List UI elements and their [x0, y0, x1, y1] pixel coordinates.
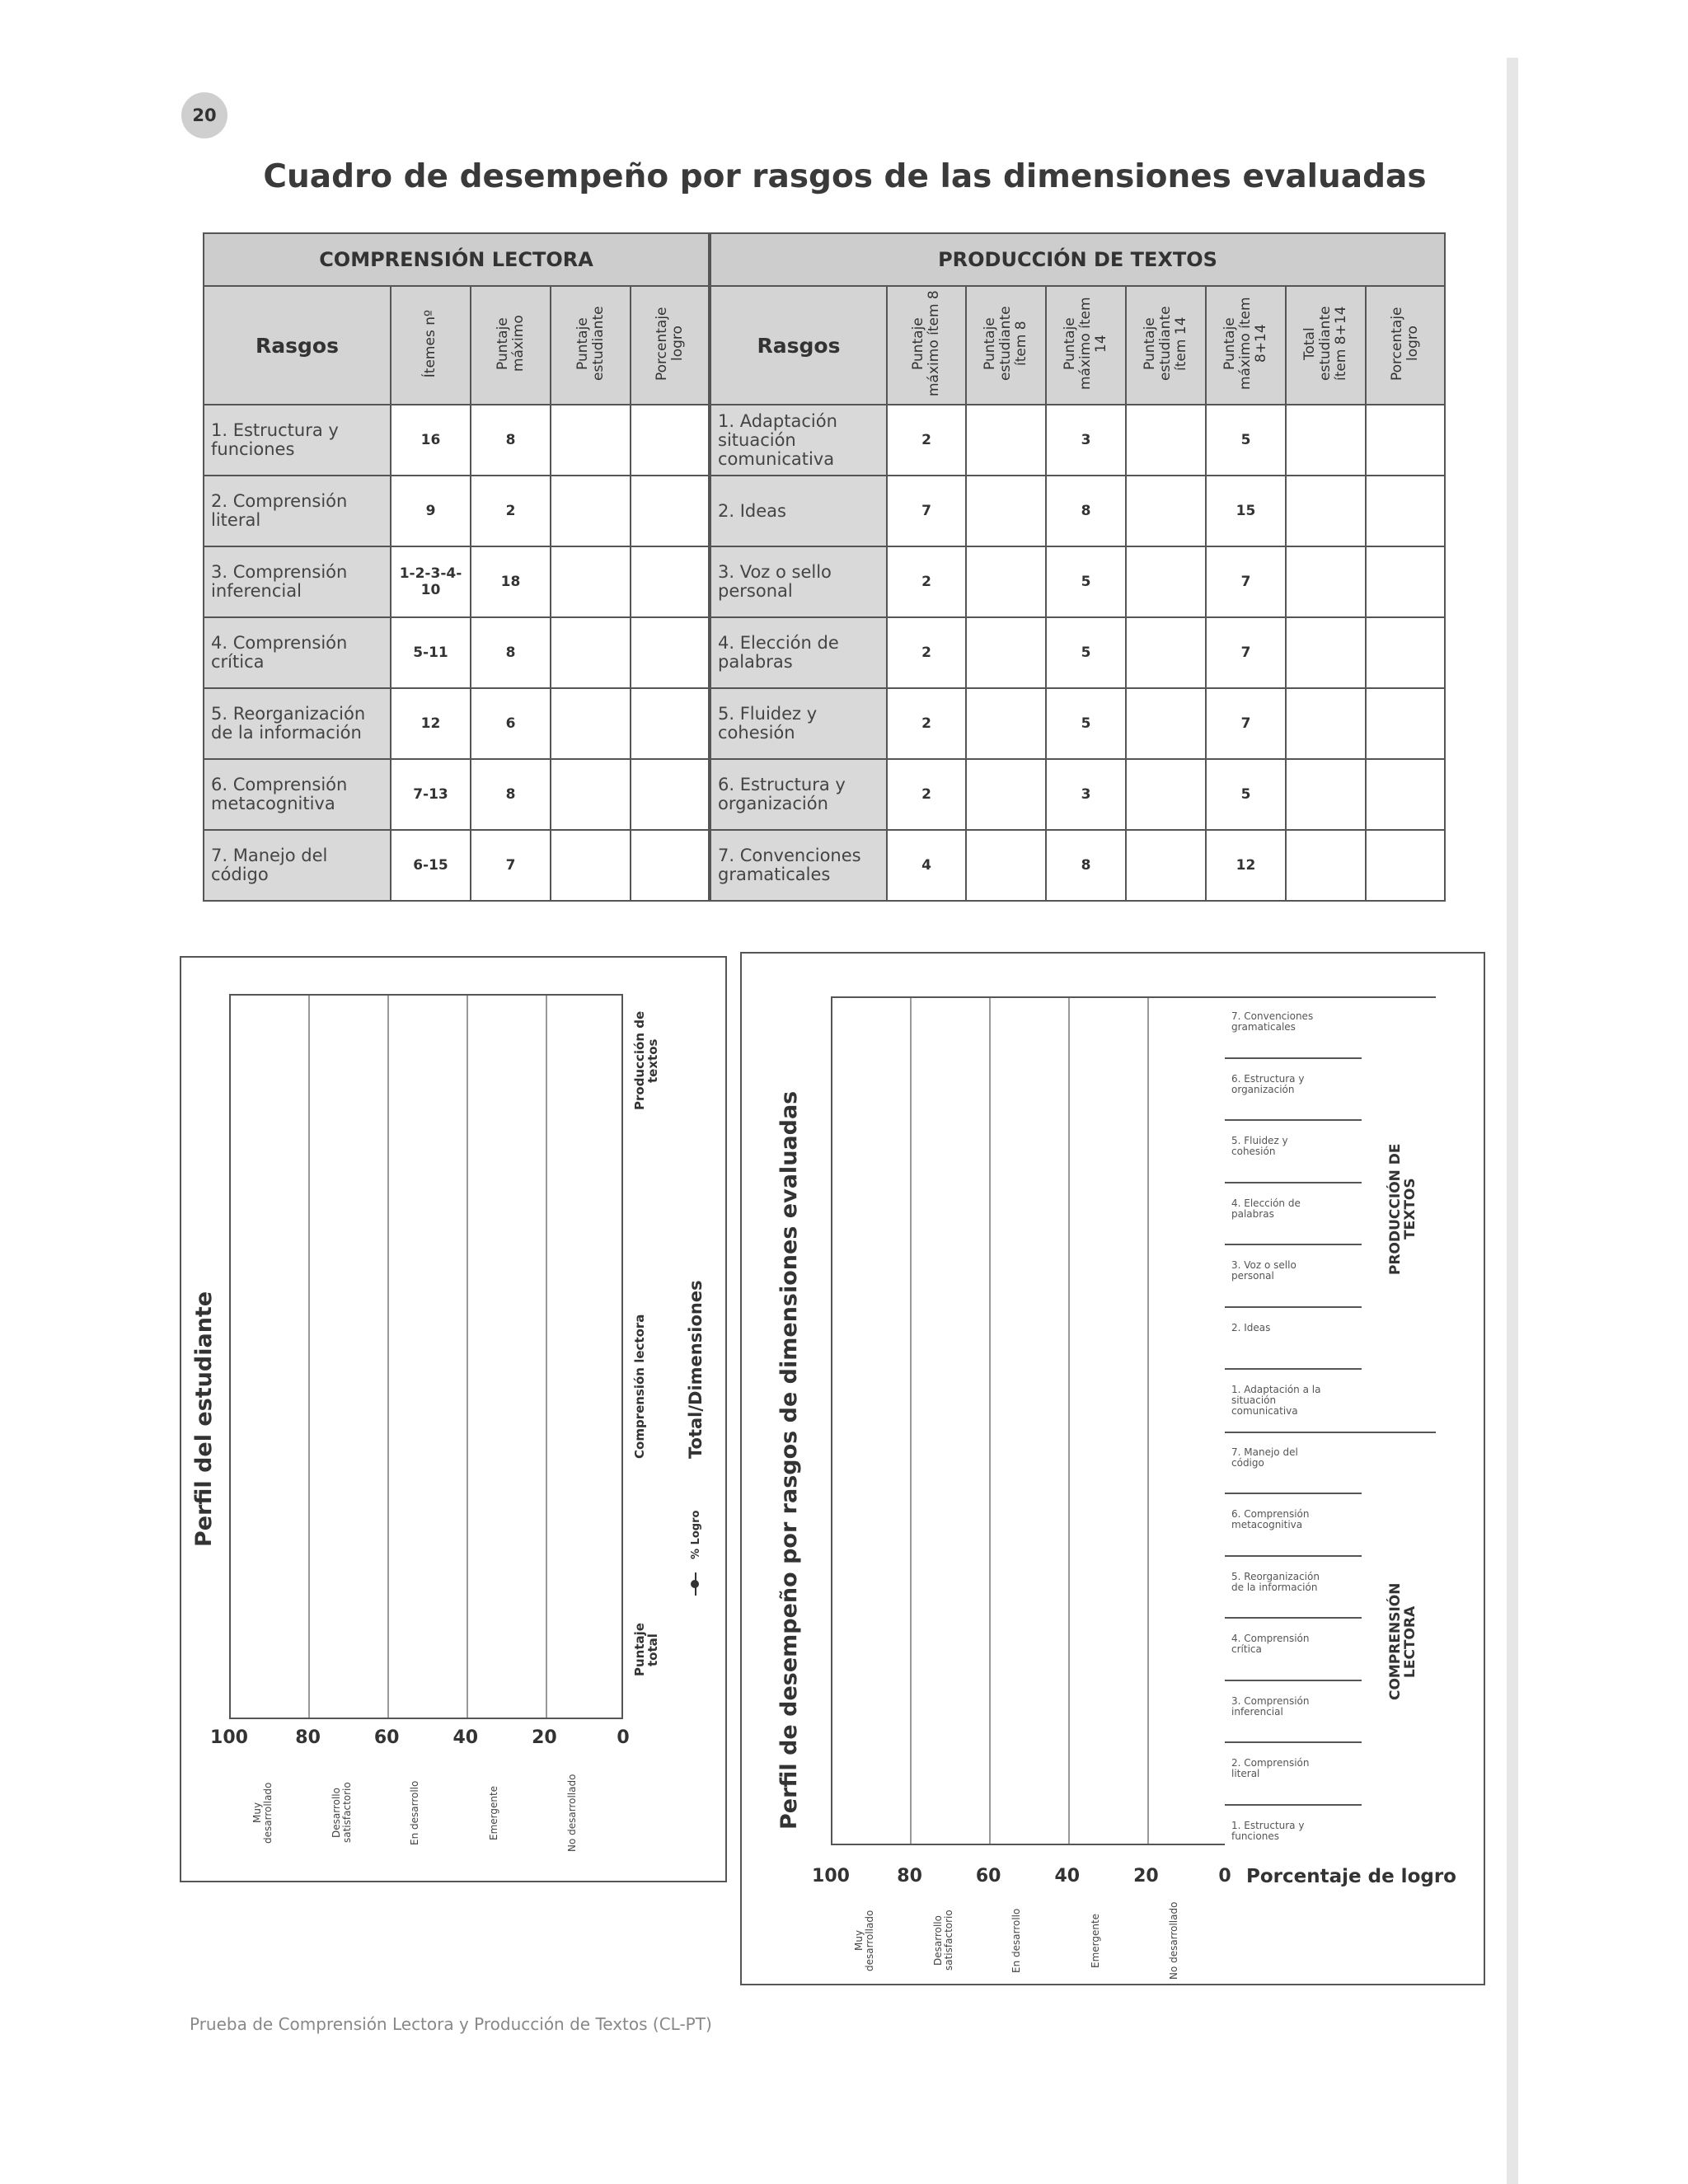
pt-column-header	[1046, 286, 1126, 405]
cl-trait-cell: 2. Comprensión literal	[204, 476, 391, 546]
trait-profile-plot	[831, 996, 1225, 1845]
student-score-cell	[551, 405, 631, 476]
trait-label: 7. Convenciones gramaticales	[1231, 1010, 1314, 1033]
max8-cell: 2	[887, 617, 966, 688]
pt-percent-cell	[1366, 405, 1445, 476]
gridline	[387, 996, 389, 1718]
performance-table	[203, 232, 1444, 900]
trait-label: 2. Comprensión literal	[1231, 1757, 1310, 1779]
trait-row-line	[1225, 1306, 1362, 1308]
trait-row-line	[1225, 1182, 1362, 1183]
pt-group-label: PRODUCCIÓN DE TEXTOS	[1387, 1143, 1418, 1275]
student-profile-title: Perfil del estudiante	[191, 1291, 217, 1548]
trait-label: 6. Estructura y organización	[1231, 1072, 1305, 1095]
axis-tick-label: 100	[812, 1866, 850, 1886]
gridline	[546, 996, 547, 1718]
column-header-text: Puntaje máximo ítem 8+14	[1221, 297, 1270, 391]
trait-row-line	[1225, 1741, 1362, 1743]
trait-row-line	[1225, 1555, 1362, 1557]
pt-column-header	[1286, 286, 1366, 405]
total814-cell	[1286, 405, 1366, 476]
trait-row-line	[1225, 1804, 1362, 1806]
items-cell: 12	[391, 688, 471, 759]
page-number-badge	[181, 92, 227, 138]
percent-cell	[631, 476, 710, 546]
cl-trait-cell: 6. Comprensión metacognitiva	[204, 759, 391, 830]
cl-trait-cell: 5. Reorganización de la información	[204, 688, 391, 759]
trait-label: 4. Elección de palabras	[1231, 1197, 1301, 1220]
max-score-cell: 8	[471, 405, 551, 476]
cl-column-header: Rasgos	[204, 286, 391, 405]
max-score-cell: 8	[471, 759, 551, 830]
trait-row-line	[1225, 1119, 1362, 1121]
max8-cell: 4	[887, 830, 966, 901]
trait-profile-panel	[740, 952, 1485, 1985]
cl-trait-cell: 1. Estructura y funciones	[204, 405, 391, 476]
pt-column-header	[1206, 286, 1286, 405]
pt-column-header	[887, 286, 966, 405]
table-row	[204, 546, 1445, 617]
max14-cell: 5	[1046, 617, 1126, 688]
student-score-cell	[551, 830, 631, 901]
category-label: Emergente	[1089, 1913, 1101, 1968]
student-score-cell	[551, 759, 631, 830]
trait-label: 3. Comprensión inferencial	[1231, 1694, 1310, 1718]
student8-cell	[966, 830, 1046, 901]
student8-cell	[966, 688, 1046, 759]
total814-cell	[1286, 617, 1366, 688]
student-profile-panel	[180, 956, 727, 1882]
axis-tick-label: 60	[373, 1727, 400, 1748]
table-row	[204, 617, 1445, 688]
pt-trait-cell: 2. Ideas	[710, 476, 887, 546]
pt-percent-cell	[1366, 759, 1445, 830]
page-number: 20	[192, 105, 217, 125]
max8-cell: 2	[887, 546, 966, 617]
trait-label: 4. Comprensión crítica	[1231, 1633, 1310, 1655]
column-header-text: Total estudiante ítem 8+14	[1301, 306, 1350, 382]
total814-cell	[1286, 476, 1366, 546]
pt-trait-cell: 5. Fluidez y cohesión	[710, 688, 887, 759]
student-profile-plot	[229, 994, 623, 1719]
trait-row-line	[1225, 1244, 1362, 1245]
gridline	[1147, 998, 1149, 1844]
cl-trait-cell: 4. Comprensión crítica	[204, 617, 391, 688]
student-score-cell	[551, 688, 631, 759]
student14-cell	[1126, 476, 1206, 546]
axis-tick-label: 60	[975, 1866, 1001, 1886]
trait-label: 7. Manejo del código	[1231, 1446, 1298, 1469]
items-cell: 1-2-3-4-10	[391, 546, 471, 617]
axis-title-block	[681, 1263, 710, 1741]
trait-row-line	[1225, 1680, 1362, 1681]
plot-top-line	[1225, 996, 1436, 998]
column-header-text: Puntaje estudiante ítem 14	[1142, 306, 1190, 382]
items-cell: 5-11	[391, 617, 471, 688]
max814-cell: 7	[1206, 617, 1286, 688]
max-score-cell: 18	[471, 546, 551, 617]
pt-trait-cell: 6. Estructura y organización	[710, 759, 887, 830]
trait-row-line	[1225, 1617, 1362, 1619]
column-header-text: Porcentaje logro	[1389, 307, 1422, 381]
table-row	[204, 405, 1445, 476]
percent-cell	[631, 546, 710, 617]
max-score-cell: 6	[471, 688, 551, 759]
pt-trait-cell: 7. Convenciones gramaticales	[710, 830, 887, 901]
axis-tick-label: 20	[1133, 1866, 1159, 1886]
column-header-text: Puntaje máximo ítem 14	[1062, 297, 1110, 391]
max8-cell: 7	[887, 476, 966, 546]
max814-cell: 15	[1206, 476, 1286, 546]
percent-cell	[631, 617, 710, 688]
row-label-comprension: Comprensión lectora	[632, 1314, 647, 1459]
cl-trait-cell: 7. Manejo del código	[204, 830, 391, 901]
max14-cell: 5	[1046, 546, 1126, 617]
pt-trait-cell: 1. Adaptación situación comunicativa	[710, 405, 887, 476]
column-header-text: Puntaje máximo	[494, 315, 527, 373]
trait-label: 1. Estructura y funciones	[1231, 1819, 1305, 1842]
student14-cell	[1126, 759, 1206, 830]
trait-label: 5. Reorganización de la información	[1231, 1570, 1320, 1593]
cl-group-label: COMPRENSIÓN LECTORA	[1387, 1582, 1418, 1701]
max8-cell: 2	[887, 405, 966, 476]
page-title: Cuadro de desempeño por rasgos de las dimensiones evaluadas	[263, 158, 1427, 195]
category-label: Desarrollo satisfactorio	[931, 1910, 954, 1971]
group-divider-line	[1225, 1432, 1436, 1433]
percent-cell	[631, 759, 710, 830]
trait-row-line	[1225, 1493, 1362, 1494]
gridline	[308, 996, 310, 1718]
max-score-cell: 7	[471, 830, 551, 901]
percent-cell	[631, 405, 710, 476]
pt-percent-cell	[1366, 830, 1445, 901]
column-header-text: Ítemes nº	[422, 309, 438, 378]
max814-cell: 5	[1206, 405, 1286, 476]
cl-column-header	[471, 286, 551, 405]
max14-cell: 5	[1046, 688, 1126, 759]
column-header-text: Puntaje estudiante	[574, 306, 607, 382]
table-header-row	[204, 286, 1445, 405]
student8-cell	[966, 405, 1046, 476]
pt-column-header	[1366, 286, 1445, 405]
table-row	[204, 688, 1445, 759]
category-label: Emergente	[487, 1785, 499, 1840]
legend-marker-icon	[695, 1572, 696, 1596]
student8-cell	[966, 759, 1046, 830]
cl-column-header	[551, 286, 631, 405]
max14-cell: 3	[1046, 405, 1126, 476]
table-row	[204, 759, 1445, 830]
total814-cell	[1286, 688, 1366, 759]
trait-row-line	[1225, 1057, 1362, 1059]
axis-tick-label: 80	[897, 1866, 922, 1886]
axis-tick-label: 100	[210, 1727, 248, 1748]
student14-cell	[1126, 688, 1206, 759]
trait-label: 5. Fluidez y cohesión	[1231, 1135, 1288, 1157]
column-header-text: Porcentaje logro	[653, 307, 686, 381]
total814-cell	[1286, 759, 1366, 830]
trait-label: 3. Voz o sello personal	[1231, 1259, 1296, 1282]
items-cell: 6-15	[391, 830, 471, 901]
legend-label: % Logro	[689, 1510, 702, 1559]
student-score-cell	[551, 617, 631, 688]
pt-percent-cell	[1366, 546, 1445, 617]
trait-label: 6. Comprensión metacognitiva	[1231, 1508, 1310, 1530]
max-score-cell: 8	[471, 617, 551, 688]
pt-column-header	[966, 286, 1046, 405]
student14-cell	[1126, 617, 1206, 688]
row-label-produccion: Producción de textos	[632, 1010, 660, 1111]
cl-section-header: COMPRENSIÓN LECTORA	[204, 233, 710, 286]
student8-cell	[966, 617, 1046, 688]
gridline	[989, 998, 991, 1844]
category-label: Desarrollo satisfactorio	[330, 1782, 353, 1844]
gridline	[467, 996, 468, 1718]
axis-tick-label: 0	[1218, 1866, 1231, 1886]
student8-cell	[966, 476, 1046, 546]
student8-cell	[966, 546, 1046, 617]
axis-tick-label: 40	[452, 1727, 479, 1748]
items-cell: 7-13	[391, 759, 471, 830]
percent-cell	[631, 830, 710, 901]
page-footer: Prueba de Comprensión Lectora y Producción de Textos (CL-PT)	[190, 2014, 712, 2034]
trait-row-line	[1225, 1368, 1362, 1370]
total814-cell	[1286, 830, 1366, 901]
student14-cell	[1126, 546, 1206, 617]
category-label: No desarrollado	[566, 1774, 579, 1852]
items-cell: 16	[391, 405, 471, 476]
pt-trait-cell: 4. Elección de palabras	[710, 617, 887, 688]
category-label: No desarrollado	[1168, 1901, 1180, 1980]
student14-cell	[1126, 830, 1206, 901]
page-edge-shadow	[1507, 58, 1518, 2184]
max814-cell: 7	[1206, 688, 1286, 759]
table-body	[204, 405, 1445, 901]
row-label-total: Puntaje total	[632, 1623, 660, 1677]
axis-title: Total/Dimensiones	[686, 1280, 706, 1460]
student-score-cell	[551, 476, 631, 546]
max14-cell: 8	[1046, 830, 1126, 901]
axis-tick-label: 40	[1054, 1866, 1081, 1886]
pt-column-header	[1126, 286, 1206, 405]
category-label: En desarrollo	[409, 1780, 421, 1845]
pt-trait-cell: 3. Voz o sello personal	[710, 546, 887, 617]
category-label: En desarrollo	[1010, 1908, 1023, 1973]
max814-cell: 7	[1206, 546, 1286, 617]
pt-section-header: PRODUCCIÓN DE TEXTOS	[710, 233, 1445, 286]
axis-tick-label: 20	[532, 1727, 557, 1748]
pt-percent-cell	[1366, 476, 1445, 546]
items-cell: 9	[391, 476, 471, 546]
gridline	[1068, 998, 1070, 1844]
category-label: Muy desarrollado	[251, 1782, 274, 1844]
axis-tick-label: 80	[295, 1727, 321, 1748]
category-label: Muy desarrollado	[853, 1910, 875, 1971]
percent-cell	[631, 688, 710, 759]
gridline	[910, 998, 912, 1844]
total814-cell	[1286, 546, 1366, 617]
trait-label: 1. Adaptación a la situación comunicativa	[1231, 1384, 1321, 1417]
column-header-text: Puntaje estudiante ítem 8	[982, 306, 1030, 382]
right-axis-title: Porcentaje de logro	[1246, 1866, 1456, 1887]
max8-cell: 2	[887, 688, 966, 759]
axis-tick-label: 0	[617, 1727, 630, 1748]
cl-column-header	[391, 286, 471, 405]
table-row	[204, 830, 1445, 901]
trait-label: 2. Ideas	[1231, 1321, 1271, 1333]
column-header-text: Puntaje máximo ítem 8	[910, 290, 943, 397]
max814-cell: 12	[1206, 830, 1286, 901]
cl-column-header	[631, 286, 710, 405]
max14-cell: 3	[1046, 759, 1126, 830]
cl-trait-cell: 3. Comprensión inferencial	[204, 546, 391, 617]
pt-percent-cell	[1366, 688, 1445, 759]
pt-percent-cell	[1366, 617, 1445, 688]
max14-cell: 8	[1046, 476, 1126, 546]
student14-cell	[1126, 405, 1206, 476]
max8-cell: 2	[887, 759, 966, 830]
pt-column-header: Rasgos	[710, 286, 887, 405]
max814-cell: 5	[1206, 759, 1286, 830]
max-score-cell: 2	[471, 476, 551, 546]
student-score-cell	[551, 546, 631, 617]
table-row	[204, 476, 1445, 546]
trait-profile-title: Perfil de desempeño por rasgos de dimensiones evaluadas	[776, 1090, 802, 1830]
